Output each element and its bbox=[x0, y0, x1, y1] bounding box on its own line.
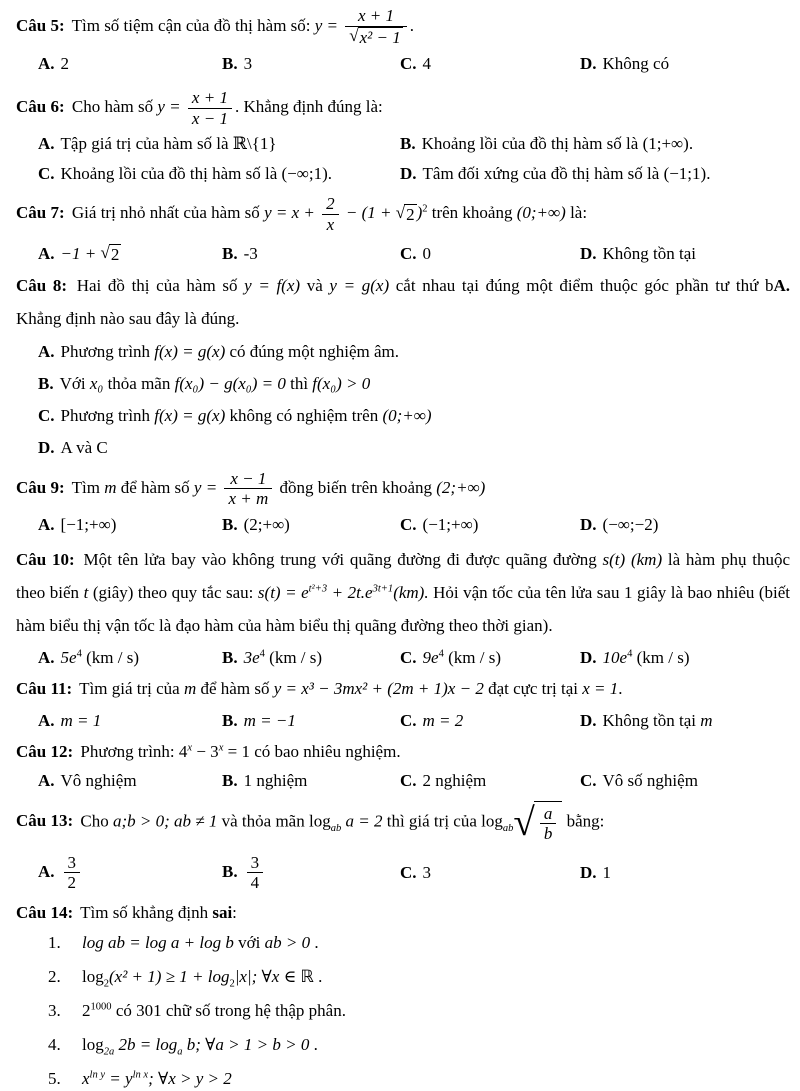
radical-sign: √ bbox=[395, 202, 406, 222]
option-label: C. bbox=[400, 862, 417, 882]
q12-option-c2 bbox=[580, 771, 790, 791]
option-math: m = −1 bbox=[243, 710, 296, 730]
q7-interval: (0;+∞) bbox=[516, 203, 566, 223]
item-number: 2. bbox=[48, 966, 61, 986]
question-9 bbox=[16, 469, 790, 509]
q10-math: (km). bbox=[393, 582, 429, 602]
option-text: 4 bbox=[422, 54, 432, 74]
option-math: 9e bbox=[422, 647, 439, 667]
option-math: 5e bbox=[60, 647, 77, 667]
option-math: ℝ\{1} bbox=[232, 134, 277, 154]
q6-option-c bbox=[38, 164, 400, 184]
q13-log: log bbox=[308, 811, 331, 831]
q6-tail: . Khẳng định đúng là: bbox=[234, 97, 383, 117]
statement-math: = y bbox=[105, 1068, 133, 1088]
sqrt-expression bbox=[396, 204, 417, 225]
q7-option-d bbox=[580, 244, 790, 264]
option-text: A và C bbox=[60, 437, 108, 457]
statement-text: . bbox=[314, 932, 319, 952]
q6-option-d bbox=[400, 164, 790, 184]
q9-options bbox=[16, 515, 790, 535]
q9-math: m bbox=[104, 477, 117, 497]
q11-option-d bbox=[580, 711, 790, 731]
option-math: (−1;1) bbox=[663, 164, 707, 184]
option-label: C. bbox=[400, 515, 417, 535]
option-text: Phương trình bbox=[60, 406, 155, 426]
q14-statements bbox=[16, 932, 790, 1091]
option-text: 1 bbox=[602, 862, 612, 882]
option-post: . bbox=[327, 164, 333, 184]
q7-text: trên khoảng bbox=[431, 203, 513, 223]
q9-interval: (2;+∞) bbox=[436, 477, 486, 497]
q13-text: thì giá trị của bbox=[386, 811, 477, 831]
option-math: f(x₀) − g(x₀) = 0 bbox=[174, 374, 286, 394]
q11-text: . bbox=[618, 678, 623, 698]
statement-math: log bbox=[82, 1034, 104, 1054]
option-text: Tập giá trị của hàm số là bbox=[60, 134, 233, 154]
fraction-denominator: x + m bbox=[228, 489, 269, 509]
fraction-numerator: 2 bbox=[322, 194, 339, 215]
q14-text: : bbox=[232, 902, 237, 922]
q9-option-a bbox=[38, 515, 222, 535]
question-6 bbox=[16, 88, 790, 128]
q7-option-c bbox=[400, 244, 580, 264]
option-text: Với bbox=[59, 374, 90, 394]
q8-math: y = f(x) bbox=[244, 276, 301, 296]
q5-fraction bbox=[345, 6, 406, 48]
q11-text: để hàm số bbox=[200, 678, 270, 698]
q13-fraction bbox=[540, 804, 557, 844]
option-text: Vô số nghiệm bbox=[602, 770, 698, 790]
q10-option-c bbox=[400, 648, 580, 668]
exponent: 2 bbox=[422, 203, 428, 215]
item-number: 4. bbox=[48, 1034, 61, 1054]
q10-text: (giây) theo quy tắc sau: bbox=[92, 582, 254, 602]
exponent: 4 bbox=[627, 648, 633, 660]
statement-3 bbox=[16, 1000, 790, 1023]
question-14 bbox=[16, 902, 790, 925]
option-math: x₀ bbox=[89, 374, 104, 394]
q7-text: là: bbox=[570, 203, 588, 223]
option-text: 3 bbox=[422, 862, 432, 882]
fraction-denominator: 4 bbox=[250, 873, 260, 893]
q6-fraction bbox=[188, 88, 232, 128]
q14-label: Câu 14: bbox=[16, 902, 74, 922]
option-label: B. bbox=[222, 54, 238, 74]
q7-fraction bbox=[322, 194, 339, 234]
option-text: thì bbox=[285, 374, 313, 394]
option-label: B. bbox=[222, 647, 238, 667]
q7-options bbox=[16, 244, 790, 266]
fraction-denominator: x − 1 bbox=[191, 108, 228, 128]
question-12 bbox=[16, 741, 790, 764]
option-fraction bbox=[64, 853, 81, 893]
q14-bold-word: sai bbox=[212, 902, 233, 922]
q10-option-b bbox=[222, 648, 400, 668]
exponent: ln x bbox=[132, 1068, 149, 1080]
q6-option-a bbox=[38, 134, 400, 154]
statement-math: x bbox=[82, 1068, 90, 1088]
q9-option-d bbox=[580, 515, 790, 535]
radical-sign: √ bbox=[513, 800, 535, 844]
fraction-numerator: a bbox=[540, 804, 557, 825]
sqrt-expression bbox=[100, 244, 121, 265]
q5-option-d bbox=[580, 54, 790, 74]
option-unit: (km / s) bbox=[86, 647, 139, 667]
q5-lead-math: y = bbox=[314, 16, 339, 36]
q8-option-b bbox=[16, 373, 790, 396]
q13-text: bằng: bbox=[566, 811, 605, 831]
q11-options bbox=[16, 711, 790, 731]
option-math: m bbox=[700, 710, 713, 730]
fraction-numerator: x − 1 bbox=[224, 469, 272, 490]
subscript: 2 bbox=[103, 978, 109, 990]
option-label: A. bbox=[38, 134, 55, 154]
statement-math: |x|; ∀x ∈ ℝ bbox=[234, 966, 314, 986]
question-8-line1 bbox=[16, 275, 790, 298]
statement-math: ; ∀x > y > 2 bbox=[148, 1068, 232, 1088]
option-label: C. bbox=[400, 710, 417, 730]
q6-options-row2 bbox=[16, 164, 790, 184]
q10-math: s(t) (km) bbox=[602, 550, 663, 570]
q5-option-b bbox=[222, 54, 400, 74]
option-label: C. bbox=[580, 770, 597, 790]
option-text: (2;+∞) bbox=[243, 515, 290, 535]
option-label: D. bbox=[580, 515, 597, 535]
q11-math: y = x³ − 3mx² + (2m + 1)x − 2 bbox=[273, 678, 484, 698]
option-math: (−∞;1) bbox=[281, 164, 328, 184]
option-label: B. bbox=[222, 770, 238, 790]
q13-label: Câu 13: bbox=[16, 811, 74, 831]
option-label: D. bbox=[580, 862, 597, 882]
subscript: 2a bbox=[103, 1046, 115, 1058]
item-number: 1. bbox=[48, 932, 61, 952]
option-label: A. bbox=[38, 515, 55, 535]
fraction-numerator: x + 1 bbox=[345, 6, 406, 27]
exponent: t²+3 bbox=[308, 583, 328, 595]
q12-label: Câu 12: bbox=[16, 741, 74, 761]
sqrt-expression bbox=[349, 27, 402, 48]
radicand bbox=[534, 801, 563, 844]
option-math: f(x) = g(x) bbox=[154, 406, 226, 426]
option-label: B. bbox=[222, 861, 238, 881]
statement-math: log ab = log a + log b bbox=[82, 932, 234, 952]
radicand: 2 bbox=[110, 244, 120, 264]
option-text: Khoảng lồi của đồ thị hàm số là bbox=[421, 134, 643, 154]
option-text: thỏa mãn bbox=[103, 374, 175, 394]
q7-label: Câu 7: bbox=[16, 203, 65, 223]
subscript: a bbox=[177, 1046, 183, 1058]
q7-intro: Giá trị nhỏ nhất của hàm số bbox=[71, 203, 260, 223]
subscript: ab bbox=[330, 822, 342, 834]
q8-option-c bbox=[16, 405, 790, 428]
option-text: Không tồn tại bbox=[602, 710, 701, 730]
exponent: x bbox=[187, 742, 193, 754]
option-text: (−∞;−2) bbox=[602, 515, 659, 535]
option-label: B. bbox=[222, 710, 238, 730]
statement-math: ab > 0 bbox=[264, 932, 311, 952]
fraction-numerator: 3 bbox=[247, 853, 264, 874]
statement-text: . bbox=[313, 1034, 318, 1054]
q8-text: Hai đồ thị của hàm số bbox=[76, 276, 238, 296]
fraction-denominator bbox=[345, 27, 406, 49]
option-label: A. bbox=[38, 710, 55, 730]
question-11 bbox=[16, 678, 790, 701]
option-label: D. bbox=[580, 54, 597, 74]
q12-text: Phương trình: bbox=[80, 741, 175, 761]
q12-math: − 3 bbox=[192, 741, 219, 761]
q11-math: m bbox=[183, 678, 197, 698]
option-text: Vô nghiệm bbox=[60, 770, 137, 790]
q12-text: có bao nhiêu nghiệm. bbox=[254, 741, 401, 761]
q8-option-a bbox=[16, 341, 790, 364]
q9-option-c bbox=[400, 515, 580, 535]
q11-option-a bbox=[38, 711, 222, 731]
q6-lead-math: y = bbox=[157, 97, 181, 117]
option-label: D. bbox=[38, 437, 55, 457]
question-10-line1 bbox=[16, 549, 790, 572]
q5-tail: . bbox=[409, 16, 415, 36]
option-label: D. bbox=[400, 164, 417, 184]
option-label: D. bbox=[580, 710, 597, 730]
q13-option-b bbox=[222, 853, 400, 893]
question-8-line2: Khẳng định nào sau đây là đúng. bbox=[16, 309, 240, 329]
option-label: B. bbox=[38, 374, 54, 394]
q8-option-d bbox=[16, 437, 790, 460]
statement-4 bbox=[16, 1034, 790, 1057]
q12-math: = 1 bbox=[223, 741, 250, 761]
option-math: m = 2 bbox=[422, 710, 464, 730]
option-math: 10e bbox=[602, 647, 628, 667]
fraction-denominator: x bbox=[326, 214, 335, 234]
q11-text: Tìm giá trị của bbox=[79, 678, 180, 698]
option-text: Không có bbox=[602, 54, 670, 74]
option-text: 3 bbox=[243, 54, 253, 74]
q5-option-a bbox=[38, 54, 222, 74]
statement-1 bbox=[16, 932, 790, 955]
option-text: 1 nghiệm bbox=[243, 770, 308, 790]
option-math: (1;+∞) bbox=[642, 134, 689, 154]
fraction-numerator: x + 1 bbox=[188, 88, 232, 109]
q13-option-c bbox=[400, 863, 580, 883]
exponent: ln y bbox=[89, 1068, 106, 1080]
q9-label: Câu 9: bbox=[16, 477, 65, 497]
q10-text: Một tên lửa bay vào không trung với quãng đường đi được quãng đường bbox=[83, 550, 597, 570]
q9-lead-math: y = bbox=[193, 477, 218, 497]
option-label: A. bbox=[38, 647, 55, 667]
option-math: 3e bbox=[243, 647, 260, 667]
fraction-denominator: b bbox=[543, 824, 553, 844]
q5-intro: Tìm số tiệm cận của đồ thị hàm số: bbox=[71, 16, 311, 36]
q10-text: là hàm phụ thuộc bbox=[667, 550, 791, 570]
option-fraction bbox=[247, 853, 264, 893]
q11-math: x = 1 bbox=[582, 678, 619, 698]
option-label: B. bbox=[222, 244, 238, 264]
q11-option-c bbox=[400, 711, 580, 731]
q8-label: Câu 8: bbox=[16, 276, 68, 296]
q7-option-b bbox=[222, 244, 400, 264]
option-label: C. bbox=[38, 406, 55, 426]
q5-option-c bbox=[400, 54, 580, 74]
option-unit: (km / s) bbox=[448, 647, 501, 667]
statement-5 bbox=[16, 1068, 790, 1091]
exponent: 4 bbox=[438, 648, 444, 660]
option-text: Không tồn tại bbox=[602, 244, 697, 264]
option-label: B. bbox=[400, 134, 416, 154]
option-text: có đúng một nghiệm âm. bbox=[225, 342, 399, 362]
q8-bold-suffix: A. bbox=[773, 276, 791, 296]
q5-label: Câu 5: bbox=[16, 16, 65, 36]
statement-text: với bbox=[238, 932, 261, 952]
option-label: C. bbox=[38, 164, 55, 184]
option-label: A. bbox=[38, 54, 55, 74]
q6-options-row1 bbox=[16, 134, 790, 154]
fraction-denominator: 2 bbox=[67, 873, 77, 893]
q12-option-c bbox=[400, 771, 580, 791]
exponent: x bbox=[218, 742, 224, 754]
q6-label: Câu 6: bbox=[16, 97, 65, 117]
q11-text: đạt cực trị tại bbox=[488, 678, 578, 698]
q8-text: cắt nhau tại đúng một điểm thuộc góc phần tư thứ b bbox=[395, 276, 774, 296]
sqrt-expression bbox=[513, 801, 562, 844]
option-text: Phương trình bbox=[60, 342, 155, 362]
option-post: . bbox=[688, 134, 694, 154]
radicand: 2 bbox=[406, 204, 415, 224]
option-math: m = 1 bbox=[60, 710, 102, 730]
q10-text: Hỏi vận tốc của tên lửa sau 1 giây là bao nhiêu (biết bbox=[433, 582, 791, 602]
statement-2 bbox=[16, 966, 790, 989]
q14-text: Tìm số khẳng định bbox=[80, 902, 209, 922]
q6-intro: Cho hàm số bbox=[71, 97, 154, 117]
q10-text: theo biến bbox=[16, 582, 80, 602]
q8-options bbox=[16, 341, 790, 460]
q10-math: s(t) = e bbox=[257, 582, 309, 602]
question-10-line3: hàm biểu thị vận tốc là đạo hàm của hàm biểu thị quãng đường theo thời gian). bbox=[16, 615, 553, 635]
q10-option-a bbox=[38, 648, 222, 668]
statement-math: log bbox=[82, 966, 104, 986]
exponent: 1000 bbox=[90, 1001, 112, 1013]
q7-math: ) bbox=[416, 203, 423, 223]
question-10-line2 bbox=[16, 582, 790, 605]
q12-options bbox=[16, 771, 790, 791]
option-text: Khoảng lồi của đồ thị hàm số là bbox=[60, 164, 282, 184]
option-label: A. bbox=[38, 861, 55, 881]
q13-option-a bbox=[38, 853, 222, 893]
question-13 bbox=[16, 801, 790, 844]
q7-option-a bbox=[38, 244, 222, 266]
q10-options bbox=[16, 648, 790, 668]
item-number: 5. bbox=[48, 1068, 61, 1088]
option-label: C. bbox=[400, 647, 417, 667]
option-text: 2 bbox=[60, 54, 70, 74]
option-text: không có nghiệm trên bbox=[225, 406, 383, 426]
option-text: Tâm đối xứng của đồ thị hàm số là bbox=[422, 164, 664, 184]
statement-math: b; ∀a > 1 > b > 0 bbox=[182, 1034, 310, 1054]
option-text: [−1;+∞) bbox=[60, 515, 117, 535]
option-label: B. bbox=[222, 515, 238, 535]
q10-option-d bbox=[580, 648, 790, 668]
q9-option-b bbox=[222, 515, 400, 535]
option-math: f(x) = g(x) bbox=[154, 342, 226, 362]
option-label: D. bbox=[580, 647, 597, 667]
exponent: 4 bbox=[76, 648, 82, 660]
q13-math: a;b > 0; ab ≠ 1 bbox=[113, 811, 218, 831]
fraction-numerator: 3 bbox=[64, 853, 81, 874]
statement-text: . bbox=[318, 966, 323, 986]
q13-text: Cho bbox=[80, 811, 109, 831]
q5-options bbox=[16, 54, 790, 74]
option-math: f(x₀) > 0 bbox=[312, 374, 371, 394]
statement-text: có 301 chữ số trong hệ thập phân. bbox=[115, 1000, 346, 1020]
option-label: C. bbox=[400, 54, 417, 74]
q7-math: y = x + bbox=[264, 203, 315, 223]
question-7 bbox=[16, 194, 790, 234]
q8-math: y = g(x) bbox=[329, 276, 390, 296]
subscript: ab bbox=[502, 822, 514, 834]
q9-text: đồng biến trên khoảng bbox=[279, 477, 432, 497]
option-label: C. bbox=[400, 770, 417, 790]
q9-fraction bbox=[224, 469, 272, 509]
q9-text: Tìm bbox=[71, 477, 100, 497]
q10-math: t bbox=[83, 582, 89, 602]
q8-text: và bbox=[306, 276, 323, 296]
q7-math: − (1 + bbox=[345, 203, 392, 223]
q13-math: a = 2 bbox=[341, 811, 383, 831]
option-math: (0;+∞) bbox=[382, 406, 432, 426]
statement-math: 2b = log bbox=[114, 1034, 178, 1054]
option-text: 0 bbox=[422, 244, 432, 264]
q13-log: log bbox=[481, 811, 503, 831]
q10-math: + 2t.e bbox=[327, 582, 373, 602]
option-text: 2 nghiệm bbox=[422, 770, 487, 790]
exponent: 3t+1 bbox=[372, 583, 394, 595]
question-5 bbox=[16, 6, 790, 48]
q12-option-b bbox=[222, 771, 400, 791]
q11-option-b bbox=[222, 711, 400, 731]
q13-options bbox=[16, 853, 790, 893]
option-unit: (km / s) bbox=[269, 647, 323, 667]
statement-math: (x² + 1) ≥ 1 + log bbox=[109, 966, 230, 986]
q12-option-a bbox=[38, 771, 222, 791]
option-label: A. bbox=[38, 770, 55, 790]
option-text: -3 bbox=[243, 244, 258, 264]
statement-math: 2 bbox=[82, 1000, 91, 1020]
item-number: 3. bbox=[48, 1000, 61, 1020]
q10-label: Câu 10: bbox=[16, 550, 75, 570]
q12-math: 4 bbox=[178, 741, 188, 761]
option-math: −1 + bbox=[60, 243, 97, 263]
exponent: 4 bbox=[259, 648, 265, 660]
option-post: . bbox=[706, 164, 711, 184]
q9-text: để hàm số bbox=[120, 477, 190, 497]
option-label: A. bbox=[38, 243, 55, 263]
option-unit: (km / s) bbox=[636, 647, 690, 667]
option-text: (−1;+∞) bbox=[422, 515, 479, 535]
q11-label: Câu 11: bbox=[16, 678, 73, 698]
option-label: D. bbox=[580, 244, 597, 264]
option-label: C. bbox=[400, 244, 417, 264]
q6-option-b bbox=[400, 134, 790, 154]
option-label: A. bbox=[38, 342, 55, 362]
subscript: 2 bbox=[229, 978, 235, 990]
radical-sign: √ bbox=[349, 25, 359, 45]
q13-text: và thỏa mãn bbox=[221, 811, 305, 831]
radical-sign: √ bbox=[100, 242, 110, 262]
radicand: x² − 1 bbox=[359, 27, 401, 47]
q13-option-d bbox=[580, 863, 790, 883]
